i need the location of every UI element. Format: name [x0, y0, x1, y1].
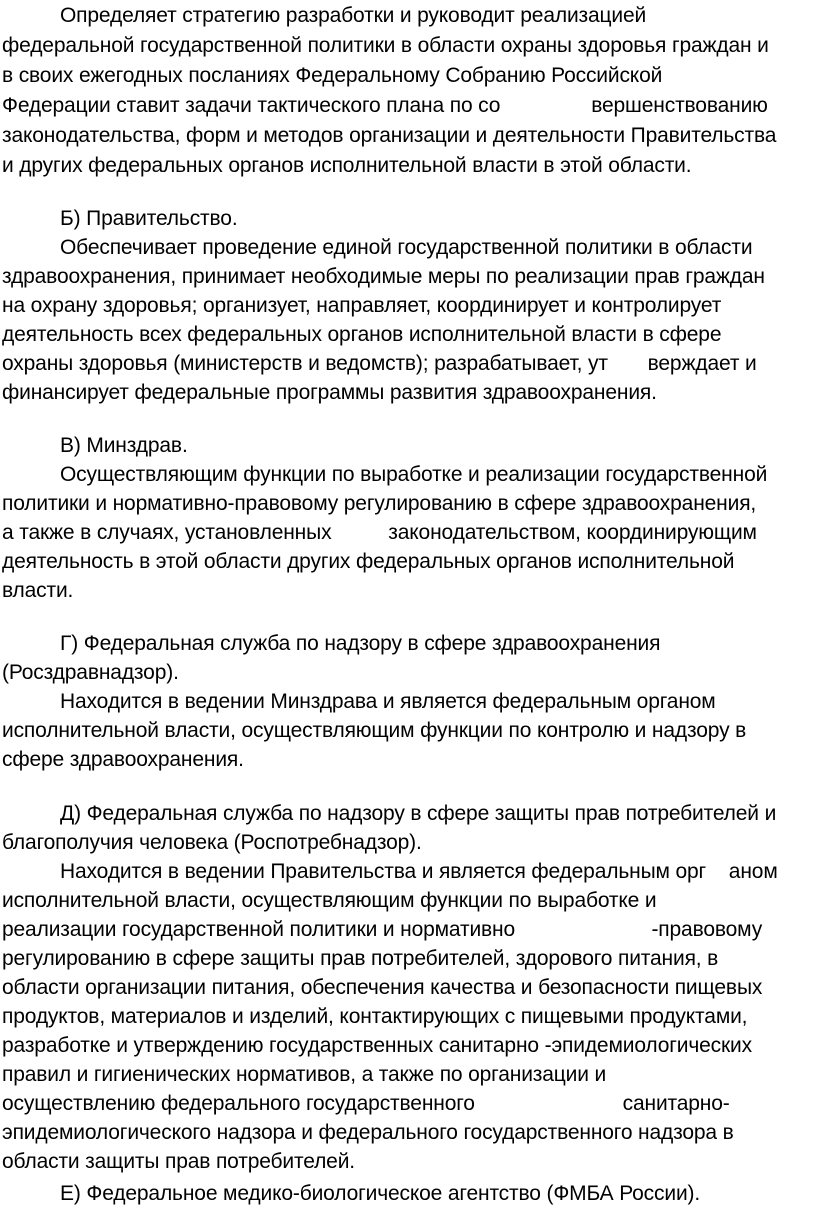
text-line: охраны здоровья (министерств и ведомств); разрабатывает, ут верждает и — [2, 352, 757, 375]
text-line: реализации государственной политики и нормативно -правовому — [2, 918, 763, 941]
text-line: осуществлению федерального государственного санитарно- — [2, 1092, 730, 1115]
text-line: в своих ежегодных посланиях Федеральному Собранию Российской — [2, 64, 663, 87]
section-heading: Б) Правительство. — [60, 207, 238, 230]
text-line: области организации питания, обеспечения качества и безопасности пищевых — [2, 976, 763, 999]
text-line: сфере здравоохранения. — [2, 748, 244, 771]
text-line: исполнительной власти, осуществляющим функции по выработке и — [2, 889, 657, 912]
text-line: власти. — [2, 579, 74, 602]
text-line: Осуществляющим функции по выработке и реализации государственной — [60, 463, 768, 486]
text-line: и других федеральных органов исполнительной власти в этой области. — [2, 154, 692, 177]
text-line: политики и нормативно-правовому регулированию в сфере здравоохранения, — [2, 492, 757, 515]
section-heading: благополучия человека (Роспотребнадзор). — [2, 831, 422, 854]
section-heading: Е) Федеральное медико-биологическое агентство (ФМБА России). — [60, 1182, 701, 1205]
section-heading: Д) Федеральная служба по надзору в сфере защиты прав потребителей и — [60, 802, 777, 825]
text-line: деятельность всех федеральных органов исполнительной власти в сфере — [2, 323, 722, 346]
text-line: Обеспечивает проведение единой государственной политики в области — [60, 236, 753, 259]
text-line: Определяет стратегию разработки и руководит реализацией — [60, 4, 647, 27]
text-line: законодательства, форм и методов организации и деятельности Правительства — [2, 124, 777, 147]
text-line: Федерации ставит задачи тактического плана по со вершенствованию — [2, 94, 768, 117]
text-line: а также в случаях, установленных законодательством, координирующим — [2, 521, 757, 544]
text-line: федеральной государственной политики в области охраны здоровья граждан и — [2, 34, 769, 57]
text-line: на охрану здоровья; организует, направляет, координирует и контролирует — [2, 294, 722, 317]
section-heading: В) Минздрав. — [60, 434, 188, 457]
text-line: регулированию в сфере защиты прав потребителей, здорового питания, в — [2, 947, 719, 970]
section-heading: Г) Федеральная служба по надзору в сфере здравоохранения — [60, 632, 661, 655]
text-line: эпидемиологического надзора и федерального государственного надзора в — [2, 1121, 734, 1144]
text-line: исполнительной власти, осуществляющим функции по контролю и надзору в — [2, 719, 747, 742]
text-line: разработке и утверждению государственных санитарно -эпидемиологических — [2, 1034, 752, 1057]
text-line: продуктов, материалов и изделий, контактирующих с пищевыми продуктами, — [2, 1005, 748, 1028]
text-line: Находится в ведении Правительства и является федеральным орг аном — [60, 860, 778, 883]
text-line: Находится в ведении Минздрава и является федеральным органом — [60, 690, 716, 713]
text-line: правил и гигиенических нормативов, а также по организации и — [2, 1063, 607, 1086]
text-line: финансирует федеральные программы развития здравоохранения. — [2, 381, 657, 404]
text-line: области защиты прав потребителей. — [2, 1150, 355, 1173]
text-line: деятельность в этой области других федеральных органов исполнительной — [2, 550, 735, 573]
section-heading: (Росздравнадзор). — [2, 661, 179, 684]
text-line: здравоохранения, принимает необходимые меры по реализации прав граждан — [2, 265, 765, 288]
